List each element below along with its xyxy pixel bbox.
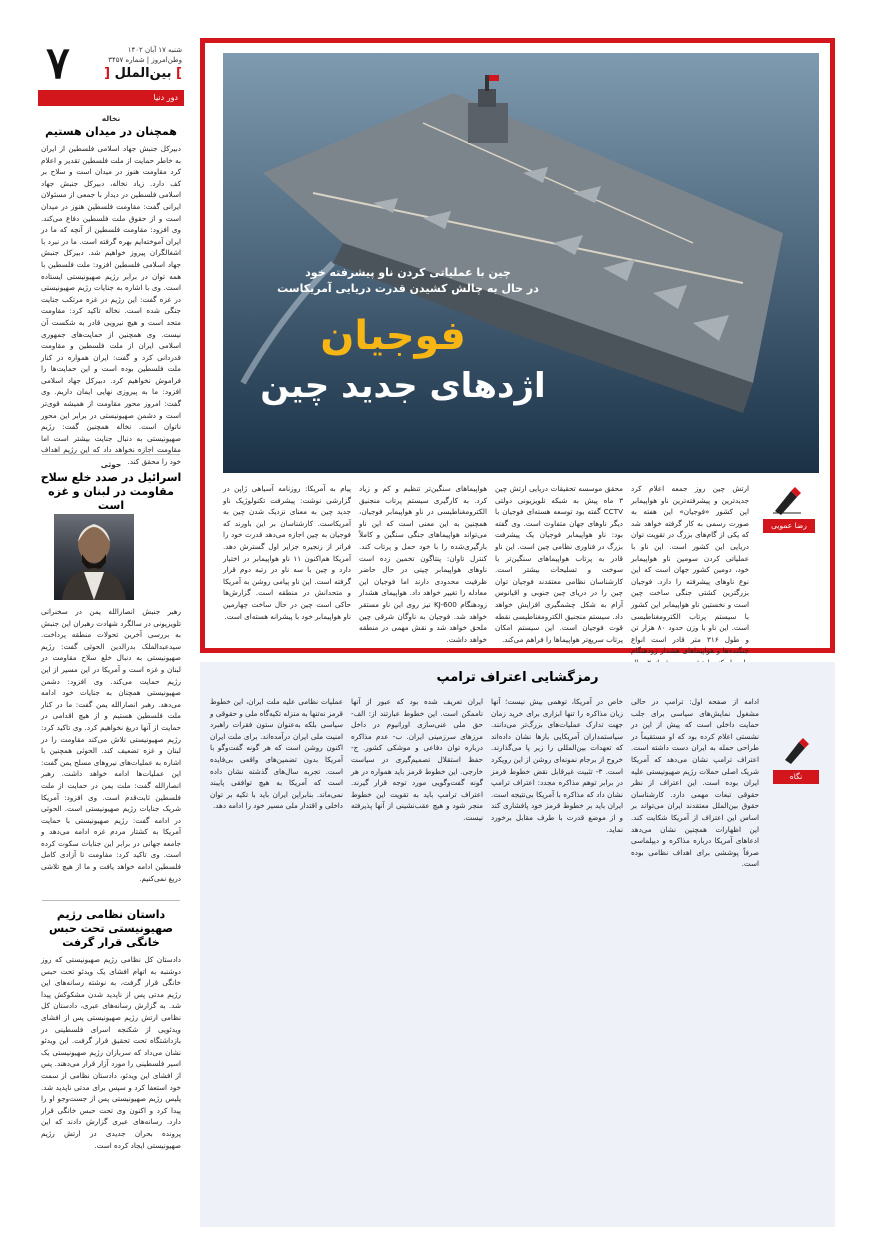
issue-date: شنبه ۱۷ آبان ۱۴۰۲: [127, 46, 182, 54]
sidebar-story-houthi: [38, 460, 184, 517]
divider: [42, 454, 180, 455]
author-box: [757, 483, 819, 539]
lower-article-title: رمزگشایی اعتراف ترامپ: [436, 670, 599, 685]
feature-column-1-cont: [757, 543, 819, 633]
masthead: [38, 40, 184, 90]
story-body: دادستان کل نظامی رژیم صهیونیستی که روز دوشنبه به اتهام افشای یک ویدئو تحت حبس خانگی قرار گرفت، به نوشته رسانه‌های این رژیم مدتی پس از ناپدید شدن مشکوکش پیدا شد. به گزارش رسانه‌های عبری، دادستان کل نظامی ارتش رژیم صهیونیستی پس از افشای ویدئویی از شکنجه اسرای فلسطینی در بازداشتگاه تحت تحقیق قرار گرفت. این ویدئو نشان می‌داد که سربازان رژیم صهیونیستی یک اسیر فلسطینی را مورد آزار قرار می‌دهند. پس از افشای این ویدئو، دادستان نظامی از سمت خود استعفا کرد و سپس برای مدتی ناپدید شد. پلیس رژیم صهیونیستی پس از جست‌وجو او را پیدا کرد و اکنون وی تحت حبس خانگی قرار دارد. رسانه‌های عبری گزارش دادند که این پرونده بحران جدیدی در ارتش رژیم صهیونیستی ایجاد کرده است.: [41, 955, 181, 1150]
story-title: اسرائیل در صدد خلع سلاح مقاومت در لبنان و غزه است: [40, 471, 182, 512]
lower-body-columns: [210, 696, 825, 1216]
feature-headline-name: فوجیان: [320, 313, 466, 359]
lower-column-3: ایران تعریف شده بود که عبور از آنها ناممکن است. این خطوط عبارتند از: الف- حق ملی غنی‌سازی اورانیوم در داخل مرزهای سرزمینی ایران. ب- عدم مذاکره درباره توان دفاعی و موشکی کشور. ج- حفظ استقلال تصمیم‌گیری در سیاست خارجی. این خطوط قرمز باید همواره در هر گونه گفت‌وگویی مورد توجه قرار گیرند. اعتراف ترامپ باید به تقویت این خطوط منجر شود و هیچ عقب‌نشینی از آنها پذیرفته نیست.: [351, 697, 483, 822]
lower-column-1: ادامه از صفحه اول: ترامپ در حالی مشغول نمایش‌های سیاسی برای جلب حمایت داخلی است که پیش از این در نشستی اعلام کرده بود که او مستقیماً در طراحی حمله به ایران دست داشته است. اعتراف ترامپ نشان می‌دهد که آمریکا شریک اصلی حملات رژیم صهیونیستی علیه ایران بوده است. این اعتراف از نظر حقوقی تبعات مهمی دارد. کارشناسان حقوق بین‌الملل معتقدند ایران می‌تواند بر اساس این اعتراف از آمریکا شکایت کند. این اظهارات همچنین نشان می‌دهد ادعاهای آمریکا درباره مذاکره و دیپلماسی صرفاً پوششی برای اهداف نظامی بوده است.: [631, 697, 759, 869]
world-section-bar: دور دنیا: [38, 90, 184, 106]
houthi-leader-photo: [54, 514, 134, 600]
issue-number: وطن‌امروز | شماره ۳۴۵۷: [108, 56, 182, 64]
note-box: [767, 736, 825, 788]
feature-column-3: هواپیماهای سنگین‌تر تنظیم و کم و زیاد کرد. به کارگیری سیستم پرتاب منجنیق الکترومغناطیسی در ناو هواپیمابر فوجیان، همچنین به این معنی است که این ناو می‌تواند هواپیماهای جنگی سنگین و کاملاً بارگیری‌شده را با خود حمل و پرتاب کند. کنترل تاوان: پنتاگون تخمین زده است ناوهای هواپیمابر چینی در حال حاضر ظرفیت محدودی دارند اما فوجیان این معادله را تغییر خواهد داد. هواپیمای هشدار زودهنگام KJ-600 نیز روی این ناو مستقر خواهد شد. فوجیان به ناوگان شرقی چین ملحق خواهد شد و نقش مهمی در منطقه خواهد داشت.: [359, 484, 487, 644]
feature-body-columns: [223, 483, 819, 656]
story-body: رهبر جنبش انصارالله یمن در سخنرانی تلویزیونی در سالگرد شهادت رهبران این جنبش به بررسی آخرین تحولات منطقه پرداخت. سیدعبدالملک بدرالدین الحوثی گفت: رژیم صهیونیستی به دنبال خلع سلاح مقاومت در لبنان و غزه است و آمریکا در این مسیر از این رژیم حمایت می‌کند. وی افزود: دشمن صهیونیستی همچنان به جنایات خود ادامه می‌دهد. رهبر انصارالله یمن گفت: ما در کنار ملت فلسطین هستیم و از هیچ اقدامی در حمایت از آنها دریغ نخواهیم کرد. وی تاکید کرد: رژیم صهیونیستی تلاش می‌کند مقاومت را در لبنان و غزه تضعیف کند. الحوثی همچنین با اشاره به عملیات‌های نیروهای مسلح یمن گفت: این عملیات‌ها ادامه خواهد داشت. رهبر انصارالله گفت: ملت یمن در حمایت از ملت فلسطین ثابت‌قدم است. وی افزود: آمریکا شریک جنایات رژیم صهیونیستی است. الحوثی در ادامه گفت: رژیم صهیونیستی با حمایت آمریکا به کشتار مردم غزه ادامه می‌دهد و جامعه جهانی در برابر این جنایات سکوت کرده است. وی تاکید کرد: مقاومت تا آزادی کامل فلسطین ادامه خواهد یافت و ما از هیچ تلاشی دریغ نمی‌کنیم.: [41, 607, 181, 883]
hero-image-carrier: [223, 53, 819, 473]
story-title: داستان نظامی رژیم صهیونیستی تحت حبس خانگی قرار گرفت: [48, 908, 174, 949]
page-number: ۷: [46, 38, 70, 89]
sidebar-story-prosecutor: [38, 906, 184, 1244]
feature-subheadline: چین با عملیاتی کردن ناو پیشرفته خود در حال به چالش کشیدن قدرت دریایی آمریکاست: [277, 266, 539, 295]
story-kicker: حوثی: [100, 460, 122, 469]
story-body: دبیرکل جنبش جهاد اسلامی فلسطین از ایران به خاطر حمایت از ملت فلسطین تقدیر و اعلام کرد مقاومت هنوز در میدان است و سلاح بر کف دارد. زیاد نخاله، دبیرکل جنبش جهاد اسلامی فلسطین در دیدار با جمعی از مسئولان ایرانی گفت: مقاومت فلسطین هنوز در میدان است و از حقوق ملت فلسطین دفاع می‌کند. وی افزود: مقاومت فلسطین از آنچه که ما در ایران آموخته‌ایم بهره گرفته است. ما در نبرد با اشغالگران پیروز خواهیم شد. دبیرکل جنبش جهاد اسلامی فلسطین افزود: ملت فلسطین با همه توان در برابر رژیم صهیونیستی ایستاده است. وی با اشاره به جنایات رژیم صهیونیستی در غزه گفت: این رژیم در غزه مرتکب جنایت جنگی شده است. نخاله تاکید کرد: مقاومت متحد است و هیچ نیرویی قادر به شکست آن نیست. وی همچنین از حمایت‌های جمهوری اسلامی ایران از ملت فلسطین و مقاومت قدردانی کرد و گفت: ایران همواره در کنار ملت فلسطین بوده است و این حمایت‌ها را فراموش نخواهیم کرد. دبیرکل جهاد اسلامی افزود: ما به پیروزی نهایی ایمان داریم. وی گفت: امروز محور مقاومت از همیشه قوی‌تر است و دشمن صهیونیستی در برابر این محور ناتوان است. نخاله همچنین گفت: رژیم صهیونیستی به دنبال جنایت بیشتر است اما مقاومت اجازه نخواهد داد که این رژیم اهداف خود را محقق کند.: [41, 144, 181, 467]
lower-article: [200, 662, 835, 1227]
portrait-icon: [54, 514, 134, 600]
sidebar-story-houthi-body: [38, 606, 184, 894]
lower-column-2: خاص در آمریکا، توهمی بیش نیست؛ آنها زبان مذاکره را تنها ابزاری برای خرید زمان جهت تدارک عملیات‌های بزرگ‌تر می‌دانند. سیاستمداران آمریکایی بارها نشان داده‌اند که تعهدات بین‌المللی را زیر پا می‌گذارند. خروج از برجام نمونه‌ای روشن از این رویکرد است. ۳- تثبیت غیرقابل نقض خطوط قرمز در برابر توهم مذاکره مجدد: اعتراف ترامپ نشان داد که مذاکره با آمریکا بی‌نتیجه است. ایران باید بر خطوط قرمز خود پافشاری کند و از موضع قدرت با طرف مقابل برخورد نماید.: [491, 697, 623, 834]
pen-icon: [781, 736, 811, 764]
sidebar-column: [38, 40, 184, 1235]
aircraft-carrier-illustration: [223, 53, 819, 473]
story-kicker: نخاله: [101, 114, 121, 123]
author-name: رضا عمویی: [763, 519, 815, 533]
story-title: همچنان در میدان هستیم: [45, 125, 177, 138]
pen-icon: [771, 485, 803, 515]
feature-column-1: ارتش چین روز جمعه اعلام کرد جدیدترین و پیشرفته‌ترین ناو هواپیمابر این کشور «فوجیان» این هفته به صورت رسمی به کار گرفته خواهد شد که یکی از گام‌های بزرگ در تقویت توان دریایی این کشور است. این ناو با عملیاتی کردن سومین ناو هواپیمابر خود، دومین کشور جهان است که این نوع ناوهای پیشرفته را دارد. فوجیان بزرگترین کشتی جنگی ساخت چین است و نخستین ناو هواپیمابر این کشور با سیستم پرتاب الکترومغناطیسی است. این ناو با وزن حدود ۸۰ هزار تن و طول ۳۱۶ متر قادر است انواع جنگنده‌ها و هواپیماهای هشدار زودهنگام: [631, 484, 749, 656]
note-label: نگاه: [773, 770, 819, 784]
feature-article-frame: [200, 38, 835, 656]
section-name: ] بین‌الملل [: [104, 66, 182, 81]
feature-column-4: پیام به آمریکا: روزنامه آسیاهی ژاپن در گزارشی نوشت: پیشرفت تکنولوژیک ناو جدید چین به معنای نزدیک شدن چین به آمریکاست. کارشناسان بر این باورند که فوجیان به چین اجازه می‌دهد قدرت خود را فراتر از زنجیره جزایر اول گسترش دهد. آمریکا هم‌اکنون ۱۱ ناو هواپیمابر در اختیار دارد و چین با سه ناو در رتبه دوم قرار گرفته است. این ناو پیامی روشن به آمریکا و متحدانش در منطقه است. گزارش‌ها حاکی است چین در حال ساخت چهارمین ناو هواپیمابر خود با پیشرانه هسته‌ای است.: [223, 484, 351, 621]
lower-column-4: عملیات نظامی علیه ملت ایران، این خطوط قرمز نه‌تنها به منزله تکیه‌گاه ملی و حقوقی و سیاسی بلکه به‌عنوان ستون فقرات راهبرد امنیت ملی ایران درآمده‌اند. برای ملت ایران اکنون روشن است که هر گونه گفت‌وگو با آمریکا بدون تضمین‌های واقعی بی‌فایده است. تجربه سال‌های گذشته نشان داده است که آمریکا به هیچ توافقی پایبند نمی‌ماند. بنابراین ایران باید با تکیه بر توان داخلی و اقتدار ملی مسیر خود را ادامه دهد.: [210, 697, 343, 811]
feature-column-2: محقق موسسه تحقیقات دریایی ارتش چین ۳ ماه پیش به شبکه تلویزیونی دولتی CCTV گفته بود توسعه هسته‌ای فوجیان با دیگر ناوهای جهان متفاوت است. وی گفته بود: ناو هواپیمابر فوجیان یک پیشرفت بزرگ در فناوری نظامی چین است. این ناو قادر به پرتاب هواپیماهای سنگین‌تر با سوخت و تسلیحات بیشتر است. کارشناسان نظامی معتقدند فوجیان توان چین را در دریای چین جنوبی و اقیانوس آرام به شکل چشمگیری افزایش خواهد داد. سیستم منجنیق الکترومغناطیسی نقطه قوت فوجیان است. این سیستم امکان پرتاب سریع‌تر هواپیماها را فراهم می‌کند.: [495, 484, 623, 644]
divider: [42, 900, 180, 901]
feature-headline: اژدهای جدید چین: [260, 366, 546, 406]
